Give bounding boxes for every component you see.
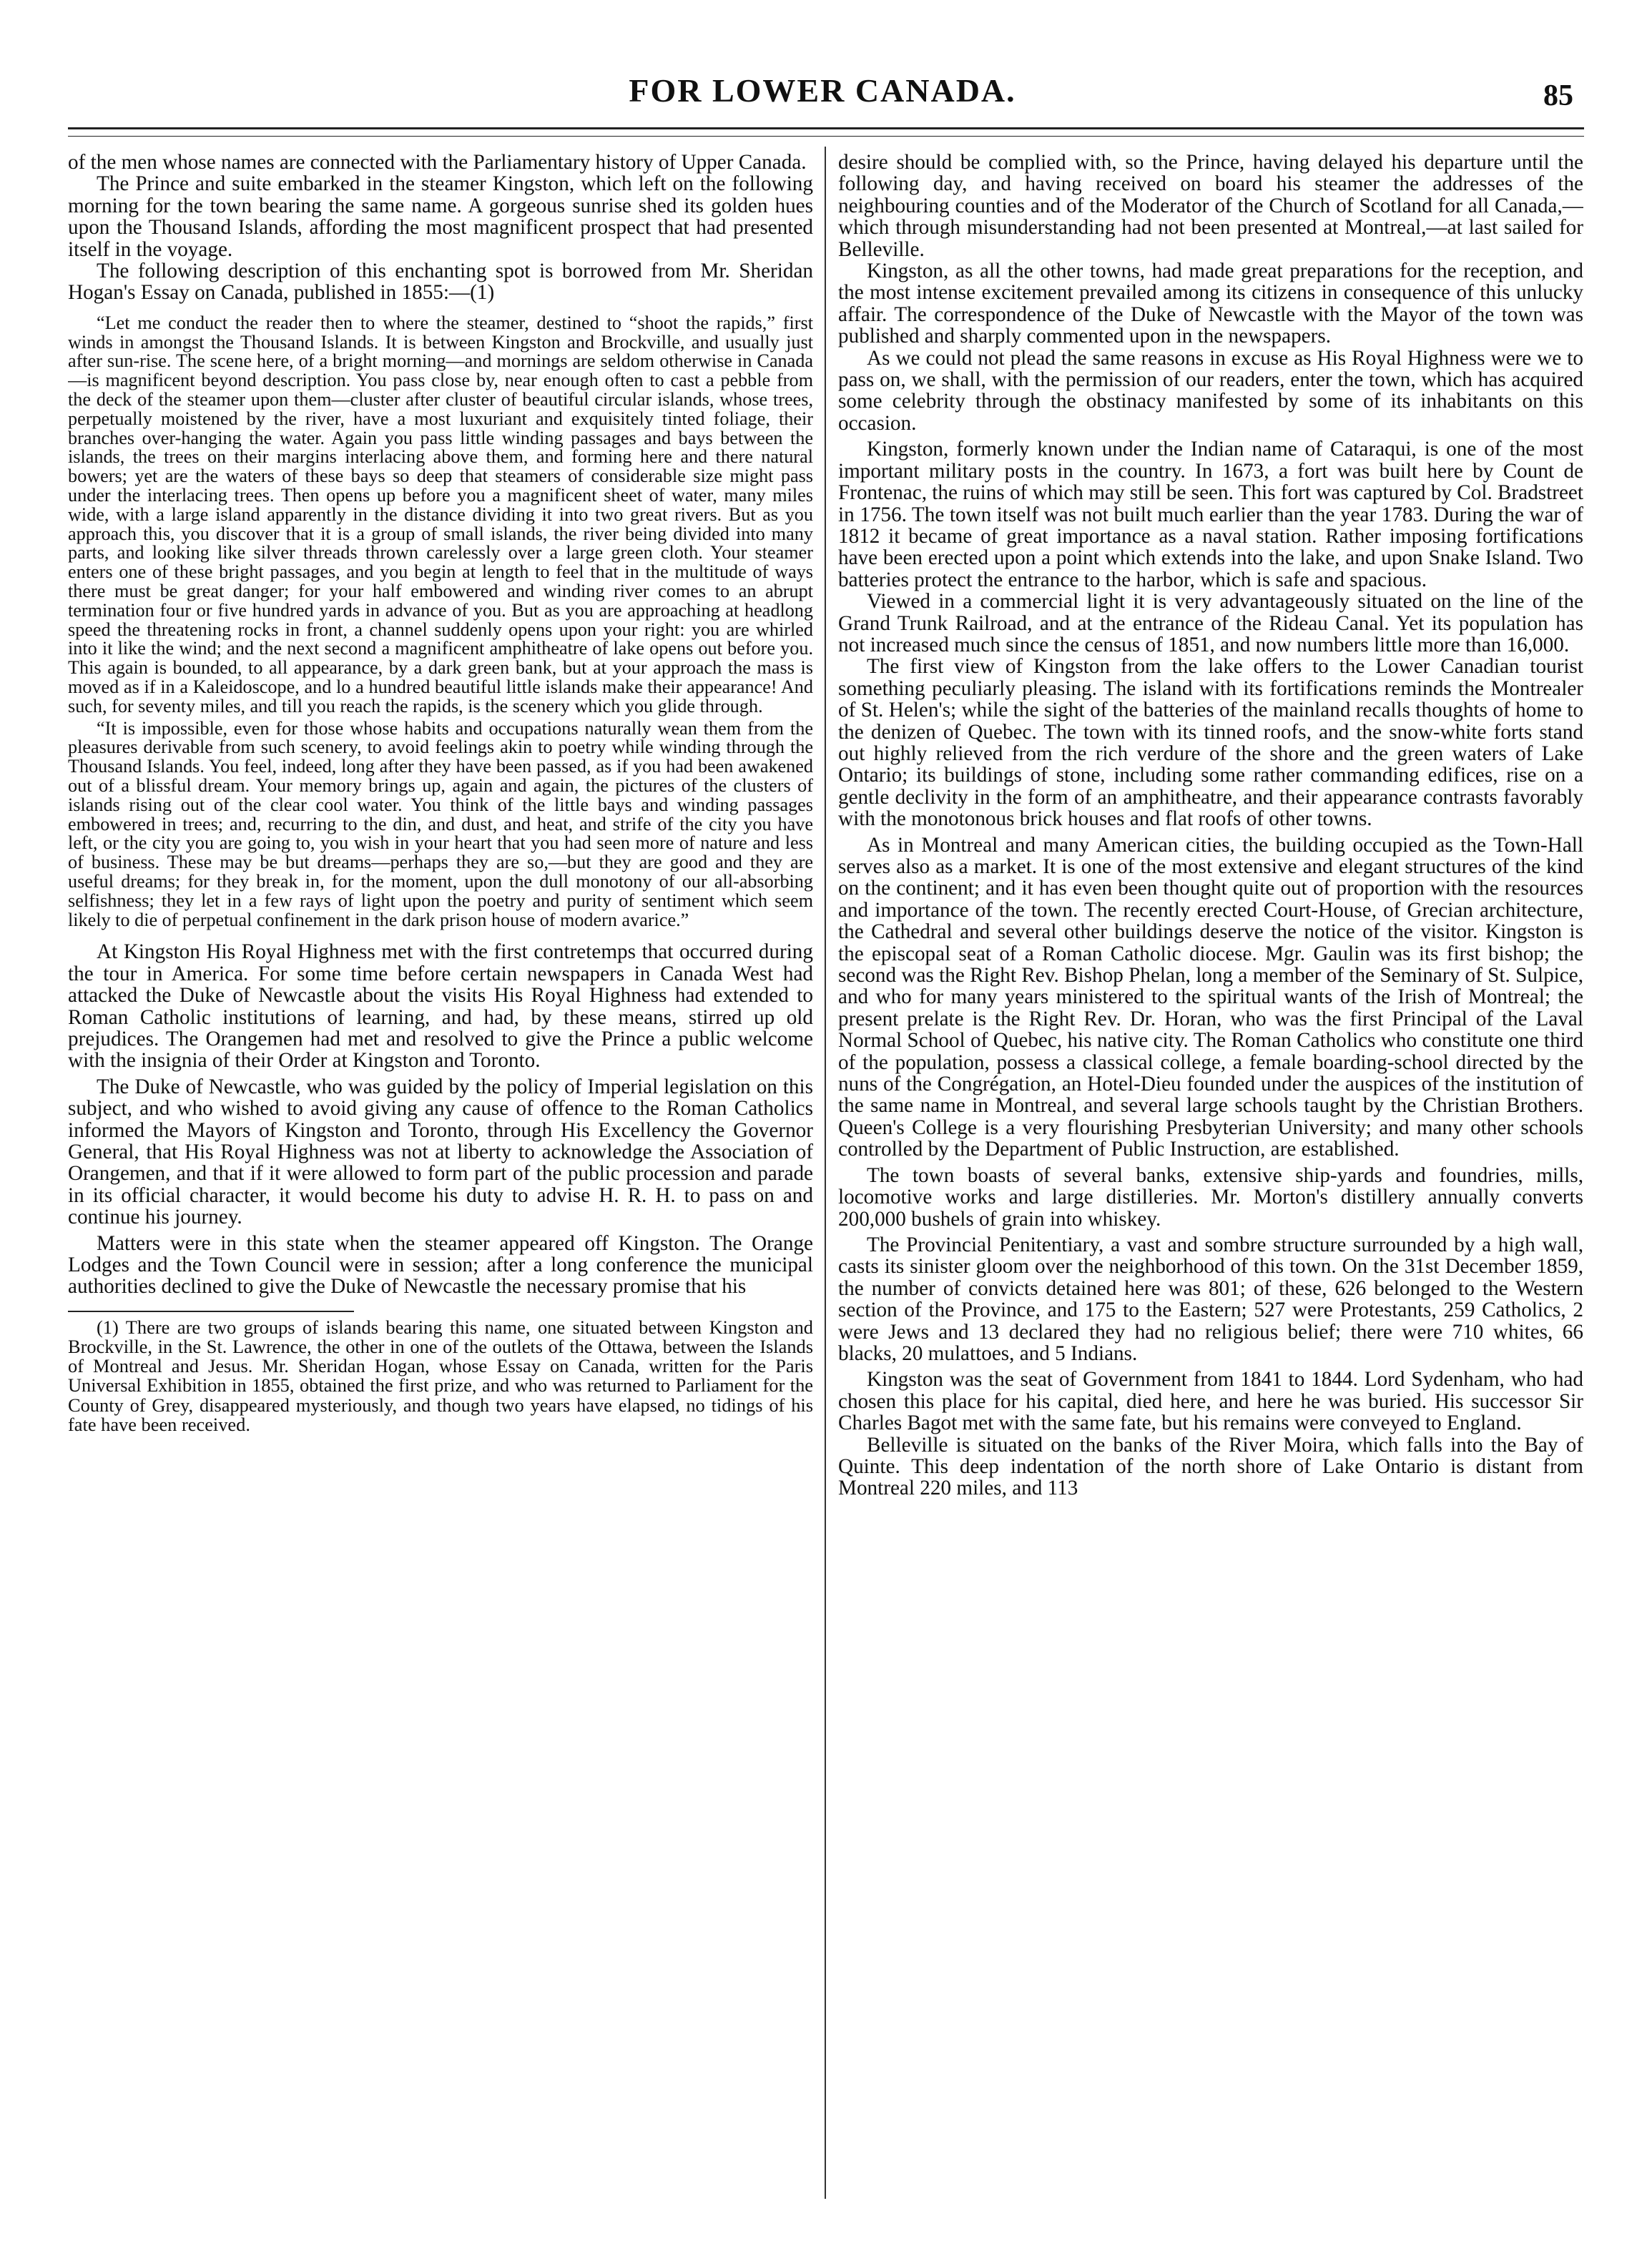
paragraph: As we could not plead the same reasons in excuse as His Royal Highness were we to pass on, we shall, with the permission of our readers, enter the town, which has acquired some celebrity through the obstinacy manifested by some of its inhabitants on this occasion. — [838, 346, 1583, 435]
footnote-rule — [68, 1311, 354, 1312]
paragraph: The first view of Kingston from the lake offers to the Lower Canadian tourist something peculiarly pleasing. The island with its fortifications reminds the Montrealer of St. Helen's; while the sight of the batteries of the mainland recalls thoughts of home to the denizen of Quebec. The town with its tinned roofs, and the snow-white forts stand out highly relieved from the rich verdure of the shore and the green waters of Lake Ontario; its buildings of stone, including some rather commanding edifices, rise on a gentle declivity in the form of an amphitheatre, and their appearance contrasts favorably with the monotonous brick houses and flat roofs of other towns. — [838, 655, 1583, 831]
paragraph: As in Montreal and many American cities, the building occupied as the Town-Hall serves also as a market. It is one of the most extensive and elegant structures of the kind on the continent; and it has even been thought quite out of proportion with the resources and importance of the town. The recently erected Court-House, of Grecian architecture, the Cathedral and several other buildings deserve the notice of the visitor. Kingston is the episcopal seat of a Roman Catholic diocese. Mgr. Gaulin was its first bishop; the second was the Right Rev. Bishop Phelan, long a member of the Seminary of St. Sulpice, and who for many years ministered to the spiritual wants of the Irish of Montreal; the present prelate is the Right Rev. Dr. Horan, who was the first Principal of the Laval Normal School of Quebec, his native city. The Roman Catholics who constitute one third of the population, possess a classical college, a female boarding-school directed by the nuns of the Congrégation, an Hotel-Dieu founded under the auspices of the institution of the same name in Montreal, and several large schools taught by the Christian Brothers. Queen's College is a very flourishing Presbyterian University; and many other schools controlled by the Department of Public Instruction, are established. — [838, 833, 1583, 1161]
quote-paragraph: “It is impossible, even for those whose habits and occupations naturally wean them from the pleasures derivable from such scenery, to avoid feelings akin to poetry while winding through the Thousand Islands. You feel, indeed, long after they have been passed, as if you had been awakened out of a blissful dream. Your memory brings up, again and again, the pictures of the clusters of islands rising out of the clear cool water. You think of the little bays and winding passages embowered in trees; and, recurring to the din, and dust, and heat, and strife of the city you have left, or the city you are going to, you wish in your heart that you had seen more of nature and less of business. These may be but dreams—perhaps they are so,—but they are good and they are useful dreams; for they break in, for the moment, upon the dull monotony of our all-absorbing selfishness; they let in a few rays of light upon the poetry and purity of sentiment which seem likely to die of perpetual confinement in the dark prison house of modern avarice.” — [68, 717, 813, 930]
footnote: (1) There are two groups of islands bearing this name, one situated between Kingston and Brockville, in the St. Lawrence, the other in one of the outlets of the Ottawa, between the Islands of Montreal and Jesus. Mr. Sheridan Hogan, whose Essay on Canada, written for the Paris Universal Exhibition in 1855, obtained the first prize, and who was returned to Parliament for the County of Grey, disappeared mysteriously, and though two years have elapsed, no tidings of his fate have been received. — [68, 1316, 813, 1435]
paragraph: desire should be complied with, so the Prince, having delayed his departure until the following day, and having received on board his steamer the addresses of the neighbouring counties and of the Moderator of the Church of Scotland for all Canada,—which through misunderstanding had not been presented at Montreal,—at last sailed for Belleville. — [838, 152, 1583, 261]
paragraph: Kingston, as all the other towns, had made great preparations for the reception, and the most intense excitement prevailed among its citizens in consequence of this unlucky affair. The correspondence of the Duke of Newcastle with the Mayor of the town was published and sharply commented upon in the newspapers. — [838, 260, 1583, 348]
header-rule — [68, 127, 1584, 129]
right-column — [838, 152, 1583, 2211]
paragraph: The Prince and suite embarked in the steamer Kingston, which left on the following morning for the town bearing the same name. A gorgeous sunrise shed its golden hues upon the Thousand Islands, affording the most magnificent prospect that had presented itself in the voyage. — [68, 172, 813, 261]
paragraph: Kingston, formerly known under the Indian name of Cataraqui, is one of the most important military posts in the country. In 1673, a fort was built here by Count de Frontenac, the ruins of which may still be seen. This fort was captured by Col. Bradstreet in 1756. The town itself was not built much earlier than the year 1783. During the war of 1812 it became of great importance as a naval station. Rather imposing fortifications have been erected upon a point which extends into the lake, and upon Snake Island. Two batteries protect the entrance to the harbor, which is safe and spacious. — [838, 438, 1583, 591]
block-quote — [68, 314, 813, 930]
paragraph: The Duke of Newcastle, who was guided by the policy of Imperial legislation on this subject, and who wished to avoid giving any cause of offence to the Roman Catholics informed the Mayors of Kingston and Toronto, through His Excellency the Governor General, that His Royal Highness was not at liberty to acknowledge the Association of Orangemen, and that if it were allowed to form part of the public procession and parade in its official character, it would become his duty to advise H. R. H. to pass on and continue his journey. — [68, 1075, 813, 1229]
paragraph: At Kingston His Royal Highness met with the first contretemps that occurred during the tour in America. For some time before certain newspapers in Canada West had attacked the Duke of Newcastle about the visits His Royal Highness had extended to Roman Catholic institutions of learning, and had, by these means, stirred up old prejudices. The Orangemen had met and resolved to give the Prince a public welcome with the insignia of their Order at Kingston and Toronto. — [68, 940, 813, 1073]
paragraph: The following description of this enchanting spot is borrowed from Mr. Sheridan Hogan's Essay on Canada, published in 1855:—(1) — [68, 260, 813, 305]
paragraph: Kingston was the seat of Government from 1841 to 1844. Lord Sydenham, who had chosen this place for his capital, died here, and here he was buried. His successor Sir Charles Bagot met with the same fate, but his remains were conveyed to England. — [838, 1368, 1583, 1435]
paragraph: Viewed in a commercial light it is very advantageously situated on the line of the Grand Trunk Railroad, and at the entrance of the Rideau Canal. Yet its population has not increased much since the census of 1851, and now numbers little more than 16,000. — [838, 590, 1583, 656]
paragraph: Belleville is situated on the banks of the River Moira, which falls into the Bay of Quinte. This deep indentation of the north shore of Lake Ontario is distant from Montreal 220 miles, and 113 — [838, 1433, 1583, 1500]
paragraph: The Provincial Penitentiary, a vast and sombre structure surrounded by a high wall, casts its sinister gloom over the neighborhood of this town. On the 31st December 1859, the number of convicts detained here was 801; of these, 626 belonged to the Western section of the Province, and 175 to the Eastern; 527 were Protestants, 259 Catholics, 2 were Jews and 13 declared they had no religious belief; there were 710 whites, 66 blacks, 20 mulattoes, and 5 Indians. — [838, 1233, 1583, 1365]
page-number: 85 — [1543, 79, 1573, 112]
running-header: FOR LOWER CANADA. — [629, 72, 1016, 109]
paragraph: Matters were in this state when the steamer appeared off Kingston. The Orange Lodges and the Town Council were in session; after a long conference the municipal authorities declined to give the Duke of Newcastle the necessary promise that his — [68, 1231, 813, 1299]
left-column — [68, 152, 813, 2211]
paragraph: of the men whose names are connected with the Parliamentary history of Upper Canada. — [68, 152, 807, 174]
paragraph: The town boasts of several banks, extensive ship-yards and foundries, mills, locomotive works and large distilleries. Mr. Morton's distillery annually converts 200,000 bushels of grain into whiskey. — [838, 1163, 1583, 1231]
column-divider — [825, 147, 826, 2199]
header-rule-thin — [68, 136, 1584, 137]
quote-paragraph: “Let me conduct the reader then to where the steamer, destined to “shoot the rapids,” first winds in amongst the Thousand Islands. It is between Kingston and Brockville, and usually just after sun-rise. The scene here, of a bright morning—and mornings are seldom otherwise in Canada—is magnificent beyond description. You pass close by, near enough often to cast a pebble from the deck of the steamer upon them—cluster after cluster of beautiful circular islands, whose trees, perpetually moistened by the river, have a most luxuriant and exquisitely tinted foliage, their branches over-hanging the water. Again you pass little winding passages and bays between the islands, the trees on their margins interlacing above them, and forming here and there natural bowers; yet are the waters of these bays so deep that steamers of considerable size might pass under the interlacing trees. Then opens up before you a magnificent sheet of water, many miles wide, with a large island apparently in the distance dividing it into two great rivers. But as you approach this, you discover that it is a group of small islands, the river being divided into many parts, and looking like silver threads thrown carelessly over a large green cloth. Your steamer enters one of these bright passages, and you begin at length to feel that in the multitude of ways there must be great danger; for your half embowered and winding river comes to an abrupt termination four or five hundred yards in advance of you. But as you are approaching at headlong speed the threatening rocks in front, a channel suddenly opens upon your right: you are whirled into it like the wind; and the next second a magnificent amphitheatre of lake opens out before you. This again is bounded, to all appearance, by a dark green bank, but at your approach the mass is moved as if in a Kaleidoscope, and lo a hundred beautiful little islands make their appearance! And such, for seventy miles, and till you reach the rapids, is the scenery which you glide through. — [68, 312, 813, 716]
